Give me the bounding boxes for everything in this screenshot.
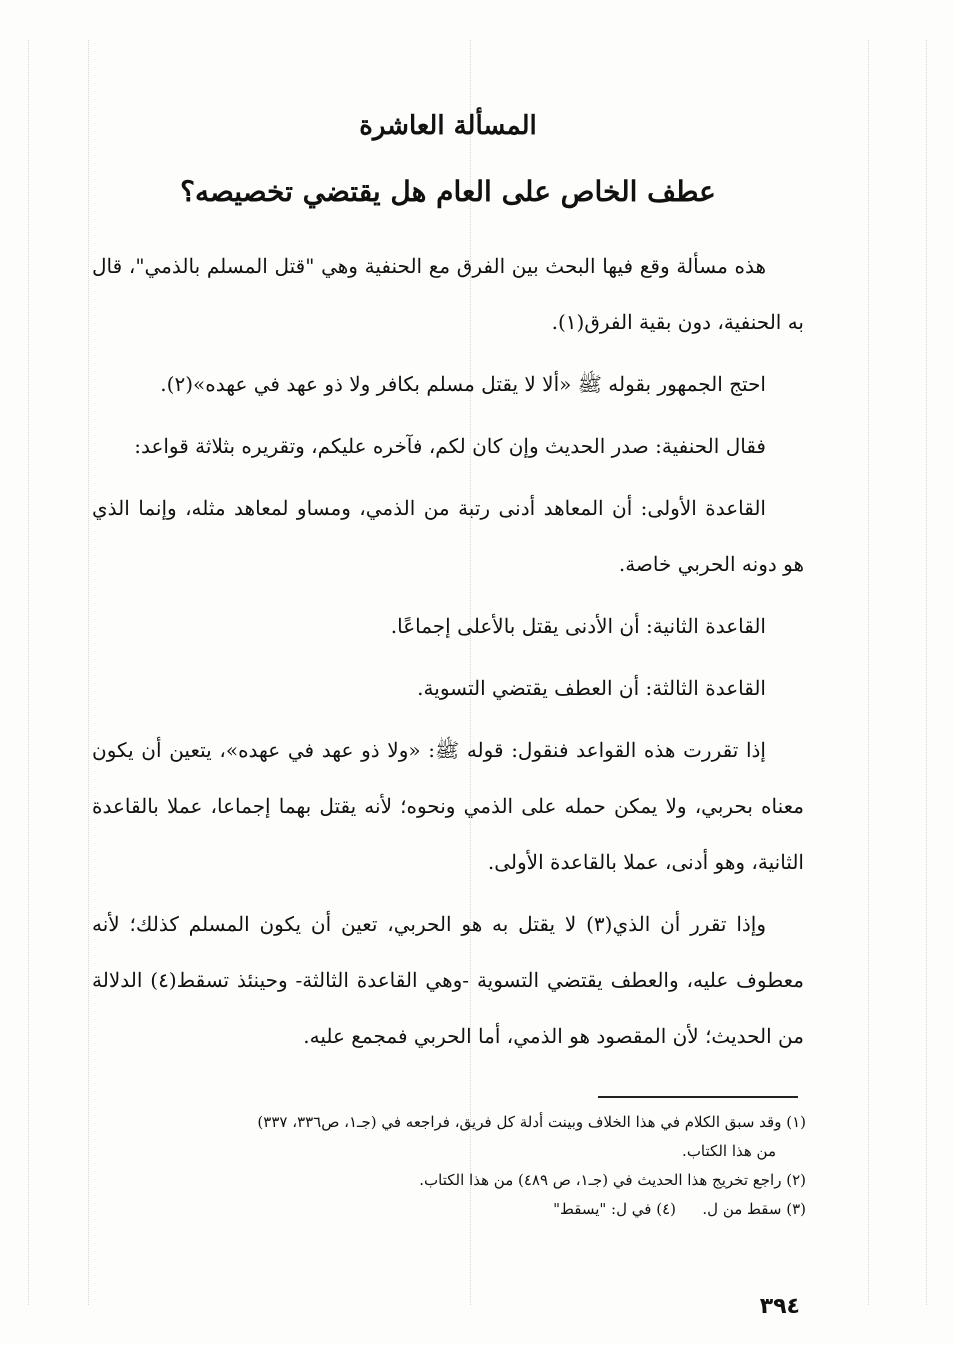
footnote-3: (٣) سقط من ل. [702, 1200, 806, 1218]
paragraph: إذا تقررت هذه القواعد فنقول: قوله ﷺ: «ولا ذو عهد في عهده»، يتعين أن يكون معناه بحربي، ولا يمكن حمله على الذمي ونحوه؛ لأنه يقتل بهما إجماعا، عملا بالقاعدة الثانية، وهو أدنى، عملا بالقاعدة الأولى. [92, 738, 804, 874]
scan-artifact-line [28, 40, 29, 1305]
paragraph: القاعدة الأولى: أن المعاهد أدنى رتبة من الذمي، ومساو لمعاهد مثله، وإنما الذي هو دونه الحربي خاصة. [92, 496, 804, 576]
question-title: عطف الخاص على العام هل يقتضي تخصيصه؟ [180, 175, 716, 208]
footnote-1 [88, 1108, 806, 1166]
page-number: ٣٩٤ [759, 1294, 800, 1319]
footnote-1-line-2: من هذا الكتاب. [682, 1142, 776, 1160]
paragraph: وإذا تقرر أن الذي(٣) لا يقتل به هو الحربي، تعين أن يكون المسلم كذلك؛ لأنه معطوف عليه، والعطف يقتضي التسوية -وهي القاعدة الثالثة- وحينئذ تسقط(٤) الدلالة من الحديث؛ لأن المقصود هو الذمي، أما الحربي فمجمع عليه. [92, 912, 805, 1048]
paragraph: هذه مسألة وقع فيها البحث بين الفرق مع الحنفية وهي "قتل المسلم بالذمي"، قال به الحنفية، دون بقية الفرق(١). [92, 254, 804, 334]
paragraph: القاعدة الثانية: أن الأدنى يقتل بالأعلى إجماعًا. [390, 614, 766, 638]
footnote-2: (٢) راجع تخريج هذا الحديث في (جـ١، ص ٤٨٩) من هذا الكتاب. [419, 1171, 806, 1189]
main-text [92, 108, 804, 1070]
paragraph: احتج الجمهور بقوله ﷺ «ألا لا يقتل مسلم بكافر ولا ذو عهد في عهده»(٢). [160, 372, 766, 396]
scan-artifact-line [868, 40, 869, 1305]
scan-artifact-line [926, 40, 927, 1305]
footnote-separator [598, 1096, 798, 1098]
footnote-4: (٤) في ل: "يسقط" [553, 1200, 676, 1218]
footnotes [88, 1108, 806, 1224]
paragraph: القاعدة الثالثة: أن العطف يقتضي التسوية. [417, 676, 766, 700]
footnote-1-line-1: (١) وقد سبق الكلام في هذا الخلاف وبينت أدلة كل فريق، فراجعه في (جـ١، ص٣٣٦، ٣٣٧) [257, 1113, 806, 1131]
footnote-row [88, 1195, 806, 1224]
paragraph: فقال الحنفية: صدر الحديث وإن كان لكم، فآخره عليكم، وتقريره بثلاثة قواعد: [134, 434, 766, 458]
chapter-title: المسألة العاشرة [359, 111, 537, 141]
